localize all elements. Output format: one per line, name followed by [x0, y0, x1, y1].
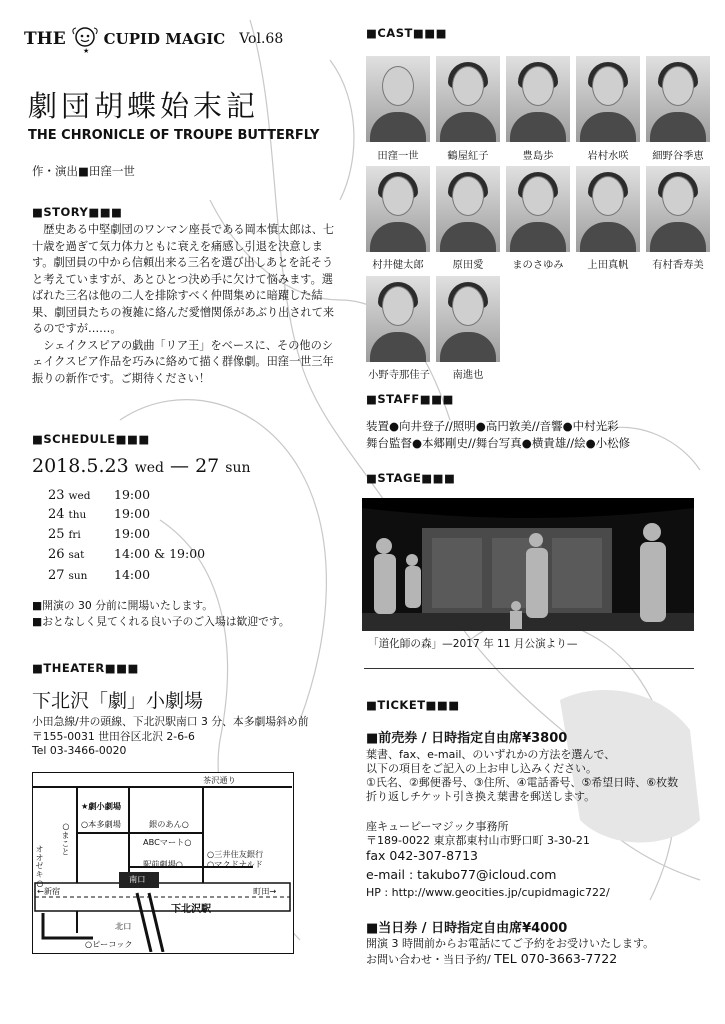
cast-name: 小野寺那佳子: [368, 369, 430, 381]
map-label-minamiguchi: 南口: [129, 874, 146, 884]
schedule-weekday: wed: [68, 490, 91, 502]
schedule-weekday: fri: [68, 529, 81, 541]
schedule-end: — 27: [170, 455, 220, 477]
schedule-time: 14:00: [114, 567, 151, 582]
cast-name: 原田愛: [452, 259, 484, 271]
staff-line: 舞台監督●本郷剛史//舞台写真●横貴雄//絵●小松修: [366, 436, 631, 450]
cast-name: 細野谷季恵: [652, 150, 704, 162]
schedule-note: ■おとなしく見てくれる良い子のご入場は歓迎です。: [32, 615, 290, 628]
map-label-makoto: ○まこと: [61, 821, 71, 856]
stage-heading: ■STAGE■■■: [366, 471, 456, 485]
map-label-ekimae: 駅前劇場○: [143, 859, 183, 869]
map-label-peacock: ○ピーコック: [85, 939, 133, 949]
map-label-station: 下北沢駅: [171, 904, 211, 915]
ticket-instruction: 葉書、fax、e-mail、のいずれかの方法を選んで、: [366, 748, 616, 761]
cast-photo: [646, 166, 710, 252]
map-label-ginnoan: 銀のあん○: [149, 819, 189, 829]
cast-photo: [576, 166, 640, 252]
map-label-kitaguchi: 北口: [115, 921, 132, 931]
volume-number: Vol.68: [239, 31, 284, 47]
map-label-machida: 町田→: [253, 886, 277, 896]
schedule-time: 19:00: [114, 526, 151, 541]
story-paragraph: 歴史ある中堅劇団のワンマン座長である岡本慎太郎は、七十歳を過ぎて気力体力ともに衰えを痛感し引退を決意します。劇団員の中から信頼出来る三名を選び出しあとを託そうと考えていますが、あとひとつ決め手に欠けて悩みます。選ばれた三名は他の二人を排除すべく仲間集めに暗躍した結果、劇団員たちの複雑に絡んだ愛憎関係があぶり出されて来るのですが……。: [32, 223, 335, 335]
story-paragraph: シェイクスピアの戯曲「リア王」をベースに、その他のシェイクスピア作品を巧みに絡めて描く群像劇。田窪一世三年振りの新作です。ご期待ください！: [32, 338, 334, 385]
map-label-mitsui: ○三井住友銀行: [207, 849, 264, 859]
schedule-time: 19:00: [114, 487, 151, 502]
cast-name: 田窪一世: [377, 150, 419, 162]
cast-heading: ■CAST■■■: [366, 26, 447, 40]
cast-photo: [366, 276, 430, 362]
schedule-start: 2018.5.23: [32, 455, 129, 477]
cast-name: 村井健太郎: [372, 259, 424, 271]
schedule-weekday: thu: [68, 509, 87, 521]
schedule-day: 27: [48, 568, 65, 583]
schedule-range: [32, 455, 251, 477]
schedule-day: 24: [48, 507, 65, 522]
schedule-note: ■開演の 30 分前に開場いたします。: [32, 599, 214, 612]
schedule-row: [48, 487, 90, 503]
title-japanese: 劇団胡蝶始末記: [28, 89, 260, 123]
logo-cupid-magic: CUPID MAGIC: [103, 30, 226, 48]
story-text: [32, 222, 342, 387]
cast-name: 南進也: [452, 369, 484, 381]
schedule-day: 23: [48, 488, 65, 503]
map-label-theater: ★劇小劇場: [81, 801, 122, 811]
contact-tel: TEL 070-3663-7722: [494, 951, 618, 966]
map-label-shinjuku: ←新宿: [37, 886, 61, 896]
office-email[interactable]: e-mail : takubo77@icloud.com: [366, 867, 557, 882]
stage-caption: 「道化師の森」—2017 年 11 月公演より—: [368, 638, 578, 650]
schedule-weekday: sun: [68, 570, 88, 582]
cast-photo: [576, 56, 640, 142]
schedule-start-weekday: wed: [134, 460, 164, 476]
theater-tel: Tel 03-3466-0020: [32, 744, 127, 757]
theater-access: 小田急線/井の頭線、下北沢駅南口 3 分、本多劇場斜め前: [32, 715, 309, 728]
map-label-abc: ABCマート○: [143, 837, 192, 847]
cast-name: 岩村水咲: [587, 150, 629, 162]
cast-name: 上田真帆: [587, 259, 629, 271]
cast-photo: [506, 166, 570, 252]
ticket-heading: ■TICKET■■■: [366, 698, 460, 712]
schedule-day: 26: [48, 547, 65, 562]
cast-name: 豊島歩: [522, 150, 554, 162]
cast-name: 有村香寿美: [652, 259, 704, 271]
sameday-note: 開演 3 時間前からお電話にてご予約をお受けいたします。: [366, 937, 655, 950]
schedule-time: 14:00 & 19:00: [114, 546, 206, 561]
title-english: THE CHRONICLE OF TROUPE BUTTERFLY: [28, 128, 320, 143]
schedule-day: 25: [48, 527, 65, 542]
office-fax: fax 042-307-8713: [366, 848, 478, 863]
cast-name: まのさゆみ: [512, 259, 564, 271]
author-credit: 作・演出■田窪一世: [32, 164, 135, 178]
map-label-chazawa: 茶沢通り: [203, 775, 236, 785]
cast-photo: [366, 166, 430, 252]
advance-ticket-price: ■前売券 / 日時指定自由席¥3800: [366, 731, 568, 746]
story-heading: ■STORY■■■: [32, 205, 123, 219]
ticket-instruction: ①氏名、②郵便番号、③住所、④電話番号、⑤希望日時、⑥枚数: [366, 776, 679, 789]
cast-photo: [646, 56, 710, 142]
schedule-row: [48, 567, 87, 583]
stage-photo: [362, 498, 694, 631]
staff-line: 装置●向井登子//照明●高円敦美//音響●中村光彩: [366, 419, 619, 433]
cast-photo: [436, 276, 500, 362]
office-name: 座キューピーマジック事務所: [366, 820, 509, 833]
cast-name: 鶴屋紅子: [447, 150, 489, 162]
office-address: 〒189-0022 東京都東村山市野口町 3-30-21: [366, 834, 590, 847]
schedule-time: 19:00: [114, 506, 151, 521]
stage-scene: [362, 498, 694, 631]
cast-photo: [436, 166, 500, 252]
sameday-ticket-price: ■当日券 / 日時指定自由席¥4000: [366, 921, 568, 936]
map-label-mcd: ○マクドナルド: [207, 859, 263, 869]
staff-heading: ■STAFF■■■: [366, 392, 454, 406]
schedule-weekday: sat: [68, 549, 85, 561]
contact-label: お問い合わせ・当日予約/: [366, 953, 491, 966]
contact-line: [366, 951, 617, 967]
theater-address: 〒155-0031 世田谷区北沢 2-6-6: [32, 730, 195, 743]
map-label-honda: ○本多劇場: [81, 819, 121, 829]
homepage-link[interactable]: HP : http://www.geocities.jp/cupidmagic722/: [366, 886, 610, 899]
cupid-icon: [70, 24, 100, 54]
cast-photo: [436, 56, 500, 142]
logo-the: THE: [24, 29, 66, 49]
schedule-row: [48, 506, 86, 522]
cast-photo: [506, 56, 570, 142]
schedule-heading: ■SCHEDULE■■■: [32, 432, 150, 446]
section-divider: [364, 668, 694, 669]
schedule-row: [48, 526, 81, 542]
ticket-instruction: 折り返しチケット引き換え葉書を郵送します。: [366, 790, 596, 803]
ticket-instruction: 以下の項目をご記入の上お申し込みください。: [366, 762, 597, 775]
cast-photo: [366, 56, 430, 142]
map-label-oozeki: オオゼキ○: [35, 845, 45, 888]
schedule-row: [48, 546, 84, 562]
troupe-logo: [24, 22, 283, 56]
theater-name: 下北沢「劇」小劇場: [32, 690, 204, 712]
access-map: [32, 772, 294, 954]
theater-heading: ■THEATER■■■: [32, 661, 139, 675]
svg-text:★: ★: [82, 47, 89, 54]
schedule-end-weekday: sun: [225, 460, 251, 476]
